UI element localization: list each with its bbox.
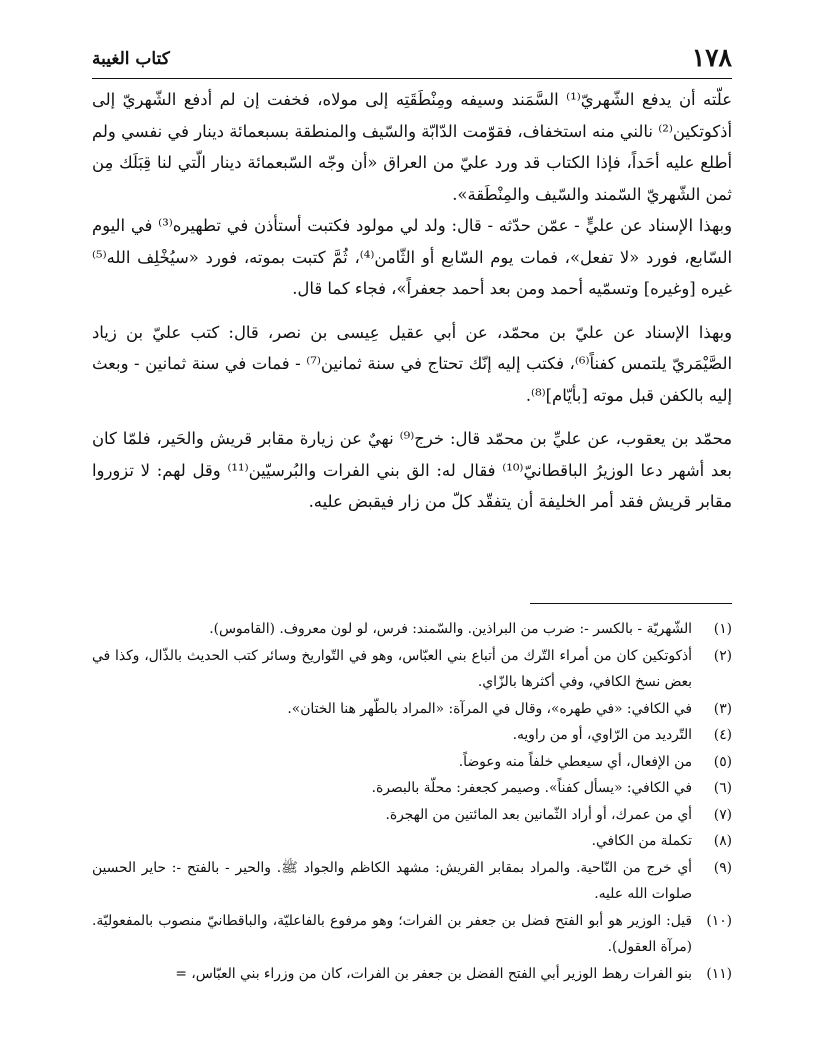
footnote-text: الشّهريّة - بالكسر -: ضرب من البراذين. والسّمند: فرس، لو لون معروف. (القاموس). bbox=[209, 621, 692, 637]
header-divider bbox=[92, 78, 732, 79]
footnote bbox=[92, 616, 732, 643]
paragraph: وبهذا الإسناد عن عليّ بن محمّد، عن أبي عقيل عِيسى بن نصر، قال: كتب عليّ بن زياد الصَّيْمَريّ يلتمس كفناً⁽⁶⁾، فكتب إليه إنّك تحتاج في سنة ثمانين⁽⁷⁾ - فمات في سنة ثمانين - وبعث إليه بالكفن قبل موته [بأيّام]⁽⁸⁾. bbox=[92, 322, 732, 405]
main-text bbox=[92, 84, 732, 518]
footnote-text: أي من عمرك، أو أراد الثّمانين بعد المائتين من الهجرة. bbox=[385, 806, 692, 823]
footnotes bbox=[92, 616, 732, 987]
footnote-number: (١٠) bbox=[706, 912, 732, 929]
footnote bbox=[92, 908, 732, 961]
footnote-text: في الكافي: «يسأل كفناً». وصيمر كجعفر: محلّة بالبصرة. bbox=[371, 780, 692, 796]
footnote-text: بنو الفرات رهط الوزير أبي الفتح الفضل بن جعفر بن الفرات، كان من وزراء بني العبّاس، = bbox=[175, 965, 692, 982]
footnote bbox=[92, 961, 732, 988]
page-header bbox=[92, 36, 732, 72]
footnote bbox=[92, 855, 732, 908]
footnote-number: (٣) bbox=[713, 700, 732, 717]
footnote-number: (٦) bbox=[713, 780, 732, 796]
footnote-number: (٥) bbox=[713, 753, 732, 770]
footnote-number: (١١) bbox=[706, 965, 732, 982]
footnote-number: (٩) bbox=[713, 859, 732, 876]
book-title: كتاب الغيبة bbox=[92, 49, 170, 69]
page-number: ١٧٨ bbox=[691, 43, 732, 72]
footnote-text: في الكافي: «في طهره»، وقال في المرآة: «المراد بالطّهر هنا الختان». bbox=[287, 700, 692, 717]
footnote-number: (١) bbox=[713, 621, 732, 637]
footnote-number: (٤) bbox=[713, 727, 732, 743]
footnote-text: قيل: الوزير هو أبو الفتح فضل بن جعفر بن الفرات؛ وهو مرفوع بالفاعليّة، والباقطانيّ منصوب بالمفعوليّة. (مرآة العقول). bbox=[92, 912, 692, 955]
footnote bbox=[92, 696, 732, 723]
footnote bbox=[92, 643, 732, 696]
footnote bbox=[92, 802, 732, 829]
footnote-text: تكملة من الكافي. bbox=[591, 833, 692, 849]
paragraph: محمّد بن يعقوب، عن عليِّ بن محمّد قال: خرج⁽⁹⁾ نهيٌ عن زيارة مقابر قريش والحَير، فلمّا كان بعد أشهر دعا الوزيرُ الباقطانيّ⁽¹⁰⁾ فقال له: الق بني الفرات والبُرسيّين⁽¹¹⁾ وقل لهم: لا تزوروا مقابر قريش فقد أمر الخليفة أن يتفقّد كلّ من زار فيقبض عليه. bbox=[92, 429, 732, 511]
paragraph: علّته أن يدفع الشّهريّ⁽¹⁾ السَّمَند وسيفه ومِنْطَقَتِه إلى مولاه، فخفت إن لم أدفع الشّهريّ إلى أذكوتكين⁽²⁾ نالني منه استخفاف، فقوّمت الدّابّة والسّيف والمنطقة بسبعمائة دينار في نفسي ولم أطلع عليه أحَداً، فإذا الكتاب قد ورد عليّ من العراق «أن وجّه السّبعمائة دينار الّتي لنا قِبَلَك مِن ثمن الشّهريّ السّمند والسّيف والمِنْطَقة». bbox=[92, 90, 733, 204]
footnote bbox=[92, 828, 732, 855]
footnote bbox=[92, 775, 732, 802]
footnote-text: أي خرج من النّاحية. والمراد بمقابر القريش: مشهد الكاظم والجواد ﷺ. والحير - بالفتح -: حاير الحسين صلوات الله عليه. bbox=[92, 859, 692, 902]
footnote-number: (٢) bbox=[713, 647, 732, 664]
footnote-number: (٨) bbox=[713, 833, 732, 849]
footnote-divider bbox=[530, 603, 732, 604]
footnote-text: التّرديد من الرّاوي، أو من راويه. bbox=[512, 727, 692, 743]
footnote bbox=[92, 749, 732, 776]
footnote bbox=[92, 722, 732, 749]
footnote-number: (٧) bbox=[713, 806, 732, 823]
paragraph: وبهذا الإسناد عن عليٍّ - عمّن حدّثه - قال: ولد لي مولود فكتبت أستأذن في تطهيره⁽³⁾ في اليوم السّابع، فورد «لا تفعل»، فمات يوم السّابع أو الثّامن⁽⁴⁾، ثُمَّ كتبت بموته، فورد «سيُخْلِف الله⁽⁵⁾ غيره [وغيره] وتسمّيه أحمد ومن بعد أحمد جعفراً»، فجاء كما قال. bbox=[92, 216, 732, 298]
footnote-text: أذكوتكين كان من أمراء التّرك من أتباع بني العبّاس، وهو في التّواريخ وسائر كتب الحديث بالذّال، وكذا في بعض نسخ الكافي، وفي أكثرها بالزّاي. bbox=[92, 647, 692, 690]
footnote-text: من الإفعال، أي سيعطي خلفاً منه وعوضاً. bbox=[458, 753, 692, 770]
